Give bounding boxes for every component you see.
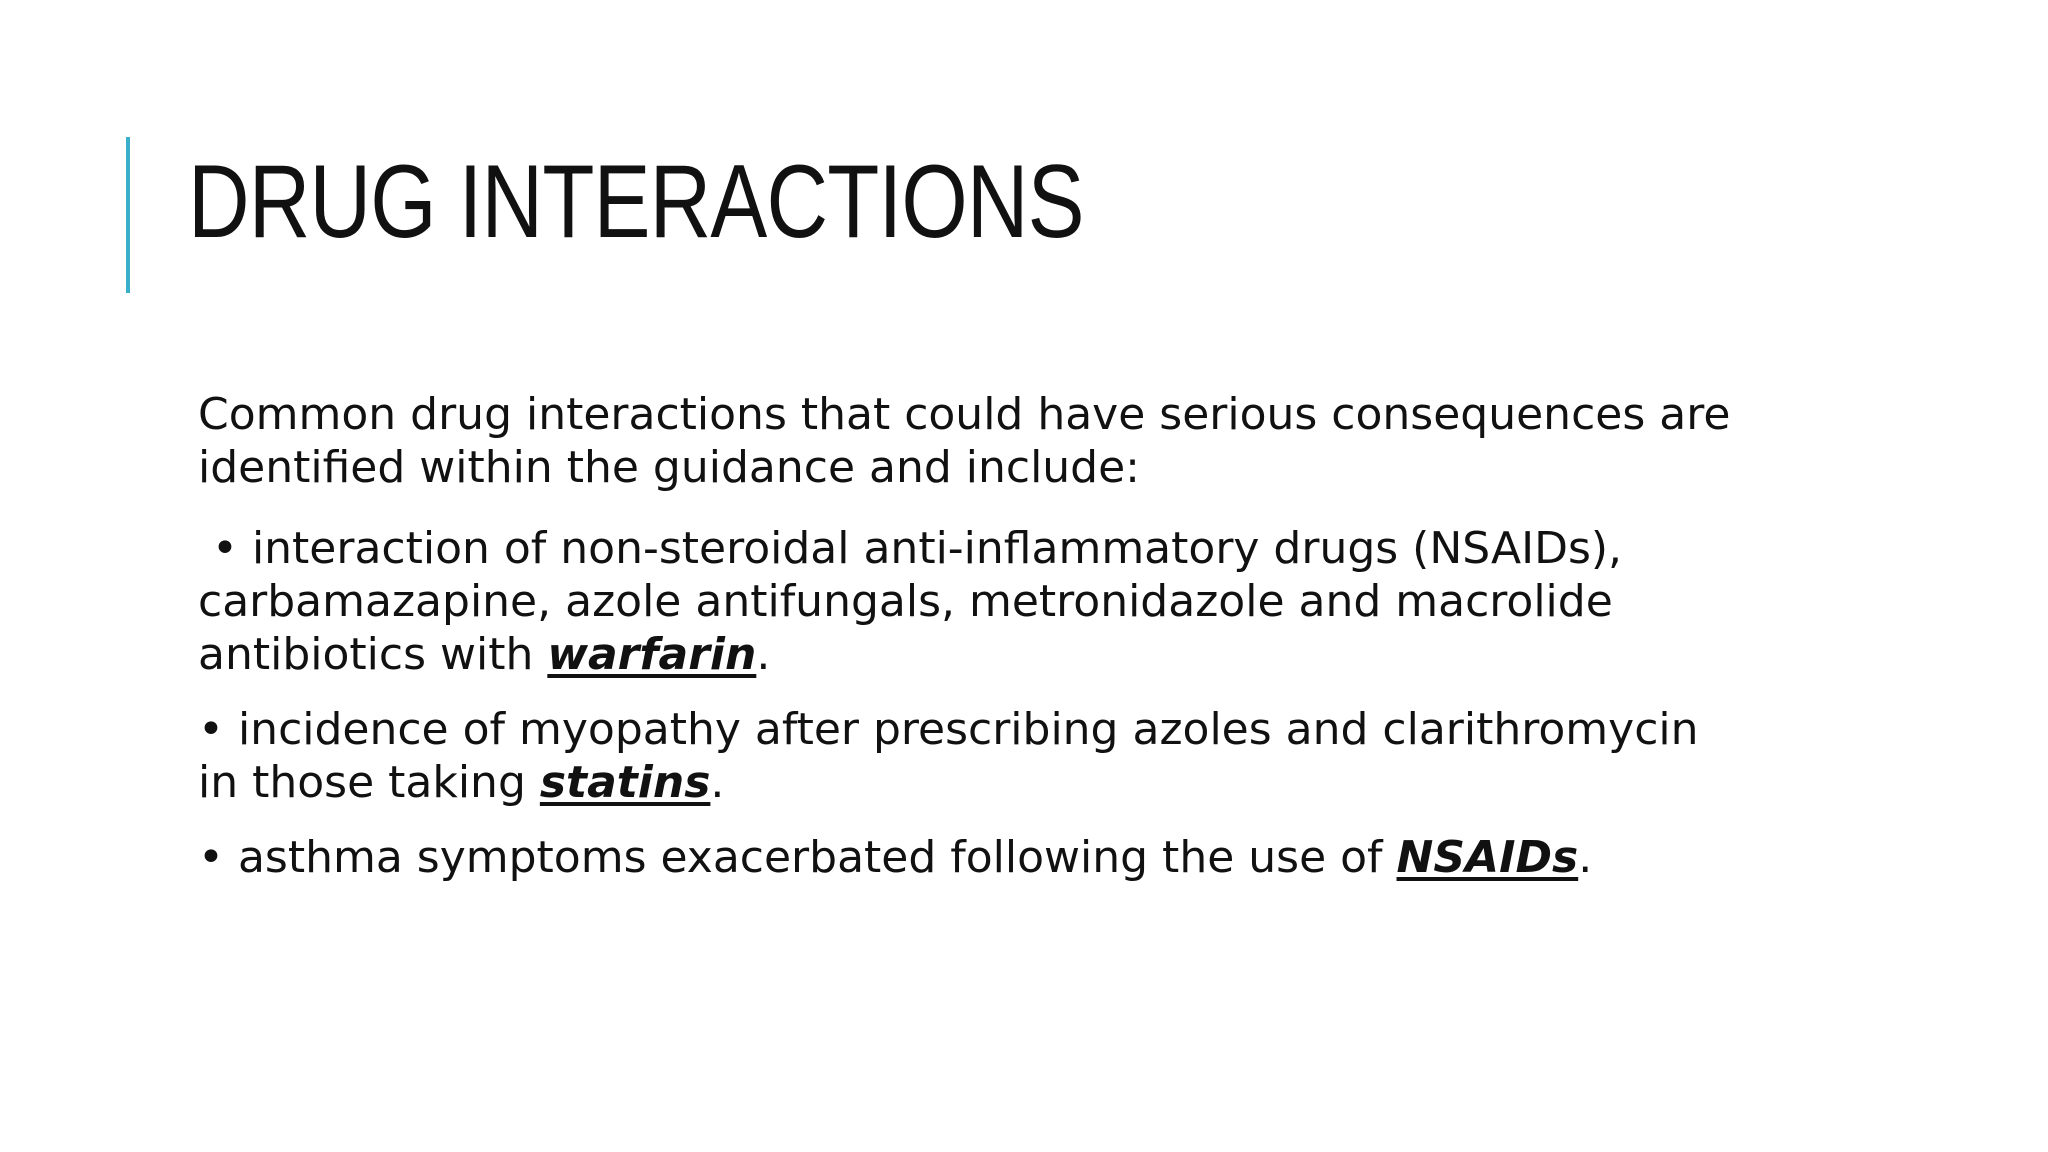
- bullet-item-statins: [198, 703, 1838, 809]
- bullet-2-line-2: in those taking: [198, 757, 540, 808]
- bullet-1-period: .: [756, 629, 771, 680]
- bullet-icon: •: [198, 704, 238, 755]
- bullet-1-line-3: antibiotics with: [198, 629, 548, 680]
- bullet-3-line-1: asthma symptoms exacerbated following the use of: [237, 832, 1397, 883]
- bullet-2-line-1: incidence of myopathy after prescribing azoles and clarithromycin: [237, 704, 1699, 755]
- intro-line-1: Common drug interactions that could have serious consequences are: [198, 389, 1731, 440]
- emphasis-statins: statins: [539, 757, 711, 808]
- bullet-icon: •: [198, 523, 252, 574]
- slide-title: DRUG INTERACTIONS: [188, 144, 1084, 260]
- title-accent-bar: [126, 137, 130, 293]
- intro-line-2: identified within the guidance and include:: [198, 442, 1141, 493]
- slide-body: [198, 388, 1838, 906]
- intro-paragraph: [198, 388, 1838, 494]
- bullet-3-period: .: [1578, 832, 1593, 883]
- bullet-2-period: .: [710, 757, 725, 808]
- bullet-1-line-1: interaction of non-steroidal anti-inflammatory drugs (NSAIDs),: [251, 523, 1623, 574]
- bullet-1-line-2: carbamazapine, azole antifungals, metronidazole and macrolide: [198, 576, 1613, 627]
- bullet-item-warfarin: [198, 522, 1838, 681]
- emphasis-warfarin: warfarin: [547, 629, 757, 680]
- bullet-icon: •: [198, 832, 238, 883]
- bullet-item-nsaids: [198, 831, 1838, 884]
- emphasis-nsaids: NSAIDs: [1396, 832, 1579, 883]
